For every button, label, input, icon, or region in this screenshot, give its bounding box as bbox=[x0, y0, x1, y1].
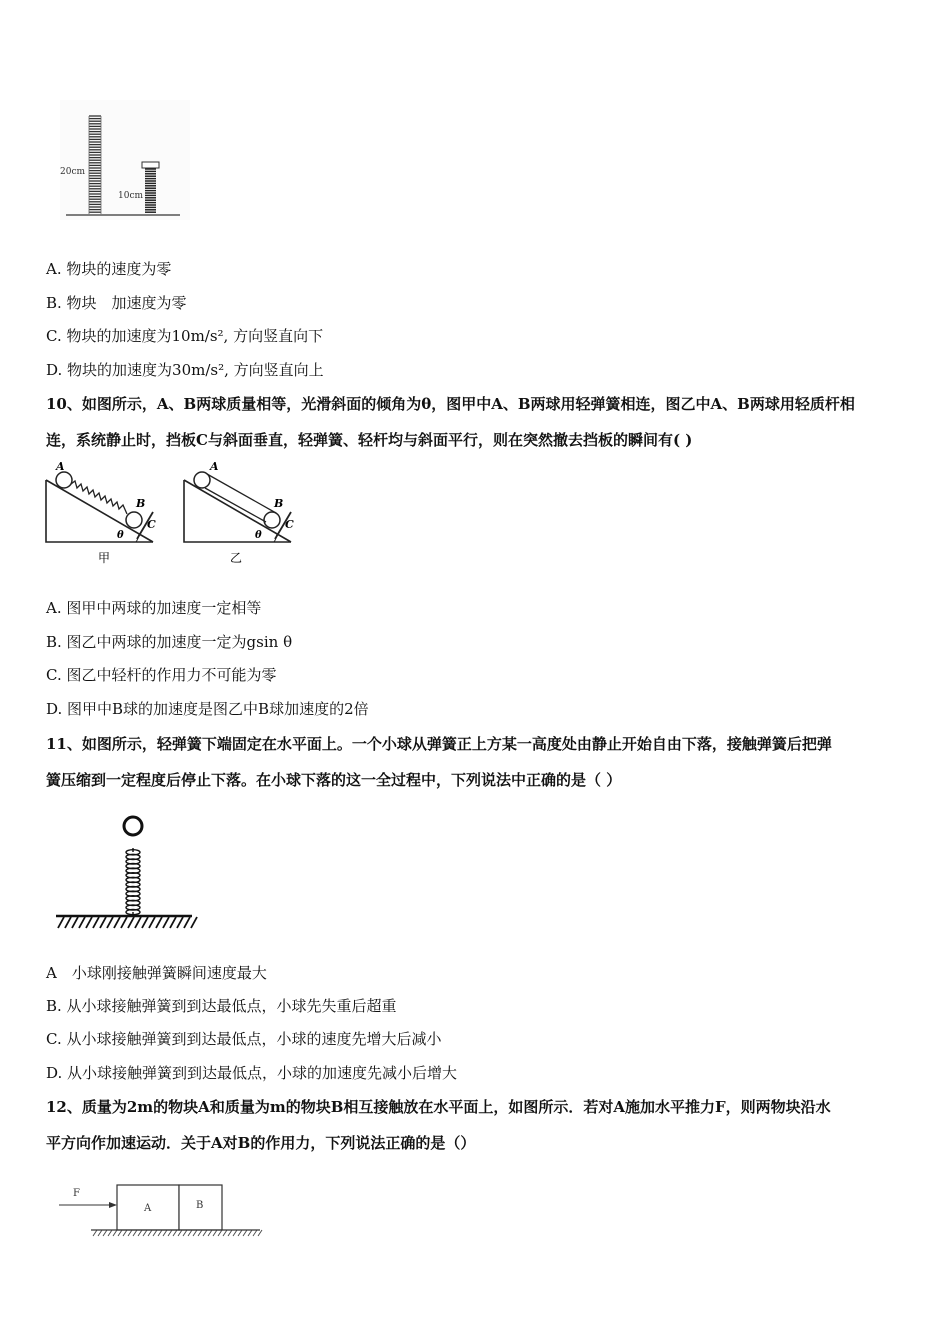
label-c: C bbox=[147, 518, 156, 531]
label-20cm: 20cm bbox=[60, 167, 86, 177]
spring bbox=[71, 481, 127, 514]
rod-edge-top bbox=[207, 474, 276, 513]
ball bbox=[124, 817, 142, 835]
q12-stem bbox=[46, 1089, 906, 1161]
q11-option-c: C. 从小球接触弹簧到到达最低点，小球的速度先增大后减小 bbox=[46, 1030, 442, 1048]
falling-ball-spring-figure bbox=[52, 810, 202, 940]
q11-stem-line2: 簧压缩到一定程度后停止下落。在小球下落的这一全过程中，下列说法中正确的是（ ） bbox=[46, 771, 622, 789]
label-f: F bbox=[73, 1188, 80, 1199]
label-b: B bbox=[274, 497, 284, 510]
label-a: A bbox=[210, 460, 219, 473]
label-10cm: 10cm bbox=[118, 191, 144, 201]
q10-option-c: C. 图乙中轻杆的作用力不可能为零 bbox=[46, 666, 277, 684]
q11-option-a: A 小球刚接触弹簧瞬间速度最大 bbox=[46, 964, 267, 982]
q12-stem-line2: 平方向作加速运动．关于A对B的作用力，下列说法正确的是（） bbox=[46, 1134, 476, 1152]
q11-option-b: B. 从小球接触弹簧到到达最低点，小球先失重后超重 bbox=[46, 997, 397, 1015]
q10-stem bbox=[46, 386, 906, 458]
q11-stem-line1: 11、如图所示，轻弹簧下端固定在水平面上。一个小球从弹簧正上方某一高度处由静止开始自由下落，接触弹簧后把弹 bbox=[46, 735, 832, 753]
weight-block bbox=[142, 162, 159, 168]
label-theta: θ bbox=[255, 530, 262, 541]
label-b: B bbox=[136, 497, 146, 510]
rod-edge-bottom bbox=[205, 488, 266, 522]
q9-option-a: A. 物块的速度为零 bbox=[46, 260, 172, 278]
arrow-head bbox=[109, 1202, 117, 1208]
spring-compression-figure bbox=[60, 100, 200, 230]
q10-stem-line1: 10、如图所示，A、B两球质量相等，光滑斜面的倾角为θ，图甲中A、B两球用轻弹簧相连，图乙中A、B两球用轻质杆相 bbox=[46, 395, 855, 413]
q9-option-b: B. 物块 加速度为零 bbox=[46, 294, 187, 312]
q10-option-b: B. 图乙中两球的加速度一定为gsin θ bbox=[46, 633, 293, 651]
q9-option-d: D. 物块的加速度为30m/s², 方向竖直向上 bbox=[46, 361, 324, 379]
ball-b bbox=[264, 512, 280, 528]
q9-option-c: C. 物块的加速度为10m/s², 方向竖直向下 bbox=[46, 327, 324, 345]
q10-option-d: D. 图甲中B球的加速度是图乙中B球加速度的2倍 bbox=[46, 700, 369, 718]
q10-option-a: A. 图甲中两球的加速度一定相等 bbox=[46, 599, 262, 617]
q10-stem-line2: 连，系统静止时，挡板C与斜面垂直，轻弹簧、轻杆均与斜面平行，则在突然撤去挡板的瞬间有( ) bbox=[46, 431, 693, 449]
q11-stem bbox=[46, 726, 906, 798]
ball-b bbox=[126, 512, 142, 528]
label-jia: 甲 bbox=[98, 551, 111, 565]
incline-spring-figure bbox=[40, 462, 170, 572]
label-yi: 乙 bbox=[230, 551, 243, 565]
label-theta: θ bbox=[117, 530, 124, 541]
label-c: C bbox=[285, 518, 294, 531]
ground-hatch bbox=[93, 1230, 262, 1236]
ball-a bbox=[56, 472, 72, 488]
incline-rod-figure bbox=[178, 462, 308, 572]
vertical-spring bbox=[126, 848, 140, 916]
ground-hatch bbox=[58, 917, 197, 928]
label-block-b: B bbox=[196, 1200, 204, 1211]
label-block-a: A bbox=[144, 1203, 152, 1214]
blocks-push-figure bbox=[55, 1180, 275, 1250]
label-a: A bbox=[56, 460, 65, 473]
short-spring bbox=[145, 169, 156, 212]
q11-option-d: D. 从小球接触弹簧到到达最低点，小球的加速度先减小后增大 bbox=[46, 1064, 458, 1082]
q12-stem-line1: 12、质量为2m的物块A和质量为m的物块B相互接触放在水平面上，如图所示．若对A施加水平推力F，则两物块沿水 bbox=[46, 1098, 831, 1116]
